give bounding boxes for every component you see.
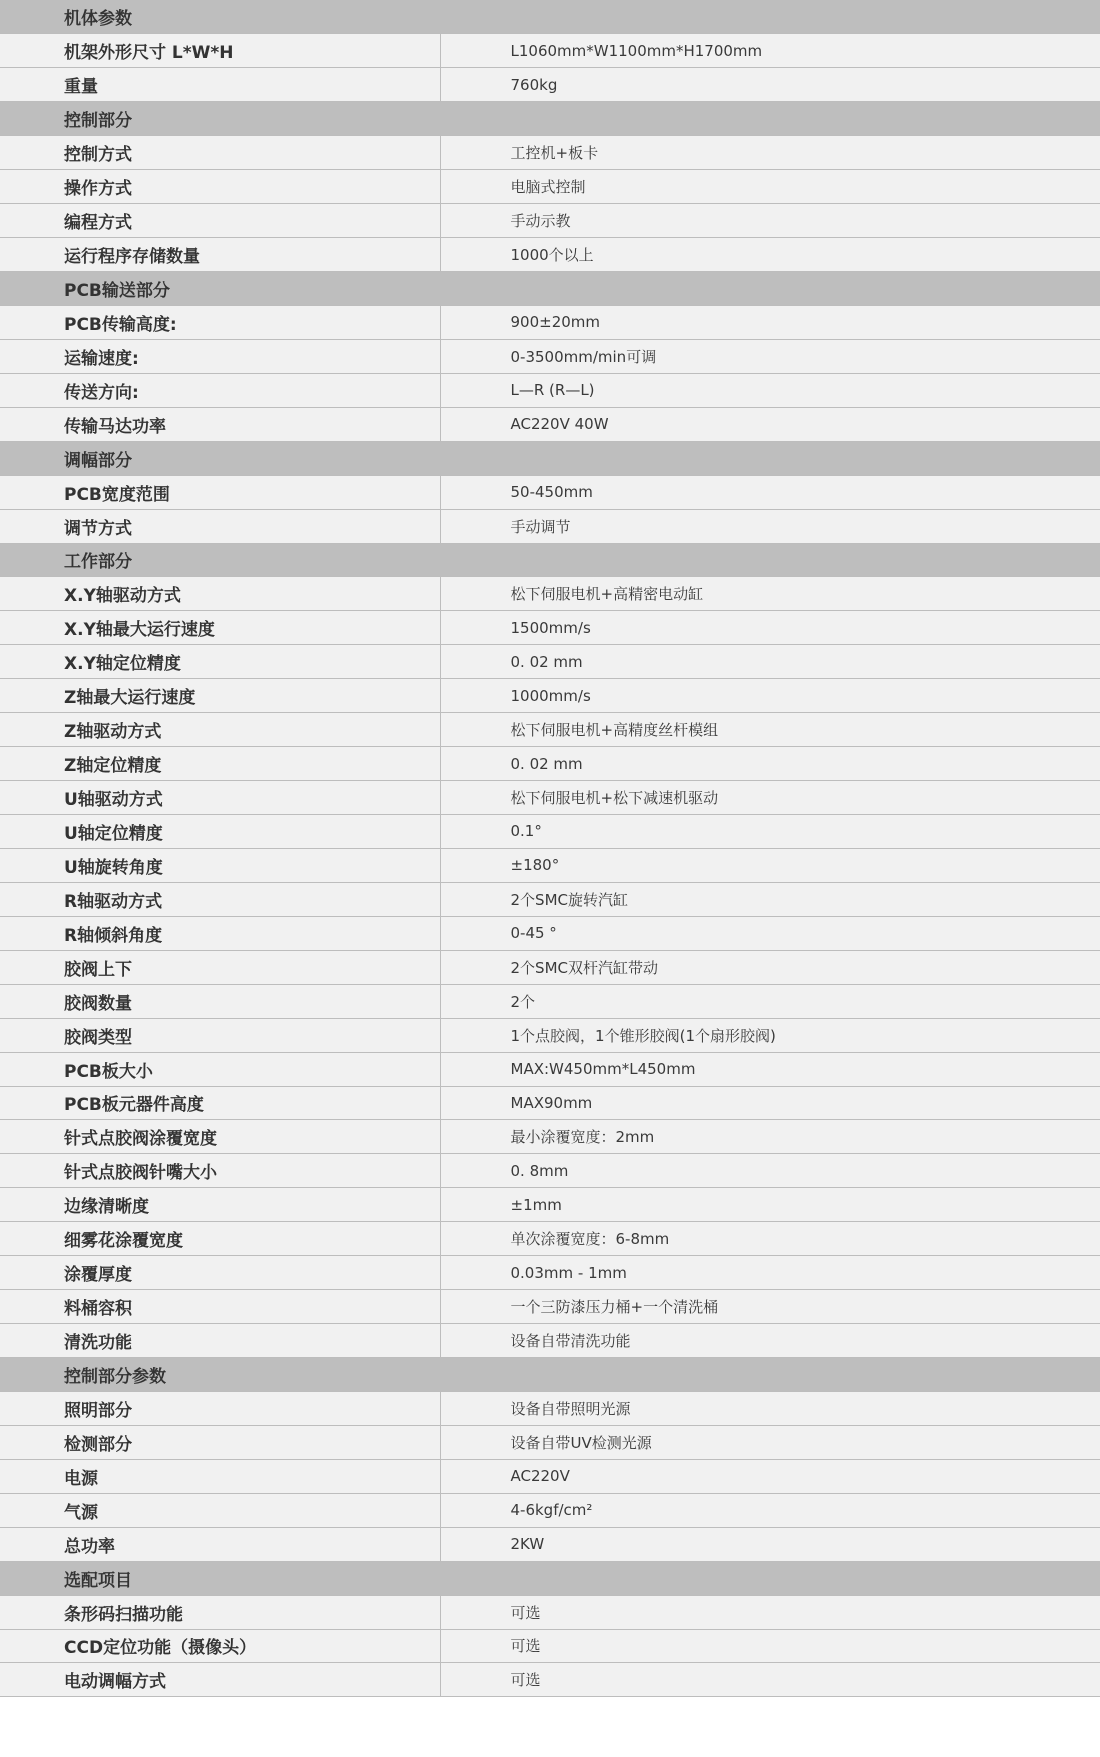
spec-label: 运行程序存储数量	[0, 238, 440, 272]
spec-label: U轴旋转角度	[0, 848, 440, 882]
spec-row	[0, 1629, 1100, 1663]
spec-value: MAX90mm	[440, 1086, 1100, 1120]
spec-value: 0-3500mm/min可调	[440, 339, 1100, 373]
spec-value: L1060mm*W1100mm*H1700mm	[440, 34, 1100, 68]
spec-value: 2个SMC双杆汽缸带动	[440, 950, 1100, 984]
section-header-row	[0, 1561, 1100, 1595]
spec-row	[0, 1188, 1100, 1222]
spec-label: 胶阀数量	[0, 984, 440, 1018]
spec-label: 调节方式	[0, 509, 440, 543]
spec-label: 传输马达功率	[0, 407, 440, 441]
section-title: 控制部分	[0, 102, 1100, 136]
spec-value: 1500mm/s	[440, 611, 1100, 645]
spec-value: 0. 02 mm	[440, 645, 1100, 679]
spec-label: 胶阀类型	[0, 1018, 440, 1052]
spec-row	[0, 916, 1100, 950]
spec-value: 设备自带照明光源	[440, 1391, 1100, 1425]
section-header-row	[0, 272, 1100, 306]
spec-label: 电源	[0, 1459, 440, 1493]
spec-value: 设备自带清洗功能	[440, 1324, 1100, 1358]
section-title: 控制部分参数	[0, 1358, 1100, 1392]
spec-value: 松下伺服电机+高精度丝杆模组	[440, 713, 1100, 747]
spec-row	[0, 815, 1100, 849]
spec-row	[0, 1425, 1100, 1459]
spec-label: R轴倾斜角度	[0, 916, 440, 950]
spec-value: 可选	[440, 1629, 1100, 1663]
spec-row	[0, 1120, 1100, 1154]
spec-row	[0, 475, 1100, 509]
spec-value: 可选	[440, 1595, 1100, 1629]
spec-value: 1000个以上	[440, 238, 1100, 272]
spec-label: R轴驱动方式	[0, 882, 440, 916]
spec-value: 设备自带UV检测光源	[440, 1425, 1100, 1459]
spec-value: 0.1°	[440, 815, 1100, 849]
spec-label: 机架外形尺寸 L*W*H	[0, 34, 440, 68]
spec-row	[0, 509, 1100, 543]
spec-label: Z轴定位精度	[0, 747, 440, 781]
spec-label: U轴驱动方式	[0, 781, 440, 815]
spec-label: CCD定位功能（摄像头）	[0, 1629, 440, 1663]
spec-row	[0, 882, 1100, 916]
spec-row	[0, 1663, 1100, 1697]
spec-label: 细雾花涂覆宽度	[0, 1222, 440, 1256]
spec-label: PCB板元器件高度	[0, 1086, 440, 1120]
spec-label: Z轴最大运行速度	[0, 679, 440, 713]
spec-label: 操作方式	[0, 170, 440, 204]
spec-value: 50-450mm	[440, 475, 1100, 509]
spec-value: 一个三防漆压力桶+一个清洗桶	[440, 1290, 1100, 1324]
spec-label: 清洗功能	[0, 1324, 440, 1358]
section-header-row	[0, 441, 1100, 475]
spec-row	[0, 1052, 1100, 1086]
spec-row	[0, 204, 1100, 238]
spec-label: 针式点胶阀涂覆宽度	[0, 1120, 440, 1154]
spec-row	[0, 645, 1100, 679]
section-header-row	[0, 102, 1100, 136]
spec-label: X.Y轴最大运行速度	[0, 611, 440, 645]
spec-label: 重量	[0, 68, 440, 102]
spec-label: 传送方向:	[0, 373, 440, 407]
spec-label: 运输速度:	[0, 339, 440, 373]
spec-row	[0, 1086, 1100, 1120]
section-title: 调幅部分	[0, 441, 1100, 475]
spec-row	[0, 407, 1100, 441]
spec-value: ±180°	[440, 848, 1100, 882]
spec-label: X.Y轴定位精度	[0, 645, 440, 679]
spec-value: 2个SMC旋转汽缸	[440, 882, 1100, 916]
spec-label: 针式点胶阀针嘴大小	[0, 1154, 440, 1188]
spec-value: 可选	[440, 1663, 1100, 1697]
spec-value: L—R (R—L)	[440, 373, 1100, 407]
spec-label: 检测部分	[0, 1425, 440, 1459]
spec-label: 边缘清晰度	[0, 1188, 440, 1222]
spec-label: 涂覆厚度	[0, 1256, 440, 1290]
spec-value: 松下伺服电机+松下减速机驱动	[440, 781, 1100, 815]
spec-label: 胶阀上下	[0, 950, 440, 984]
spec-row	[0, 747, 1100, 781]
spec-row	[0, 1527, 1100, 1561]
spec-value: ±1mm	[440, 1188, 1100, 1222]
spec-row	[0, 339, 1100, 373]
spec-value: 工控机+板卡	[440, 136, 1100, 170]
spec-row	[0, 170, 1100, 204]
section-header-row	[0, 0, 1100, 34]
spec-value: 4-6kgf/cm²	[440, 1493, 1100, 1527]
spec-row	[0, 781, 1100, 815]
spec-value: MAX:W450mm*L450mm	[440, 1052, 1100, 1086]
section-header-row	[0, 543, 1100, 577]
spec-value: AC220V 40W	[440, 407, 1100, 441]
spec-value: 0. 02 mm	[440, 747, 1100, 781]
section-header-row	[0, 1358, 1100, 1392]
spec-value: 0.03mm - 1mm	[440, 1256, 1100, 1290]
spec-row	[0, 1256, 1100, 1290]
spec-row	[0, 1222, 1100, 1256]
spec-value: 1000mm/s	[440, 679, 1100, 713]
spec-label: PCB板大小	[0, 1052, 440, 1086]
spec-row	[0, 136, 1100, 170]
spec-row	[0, 1154, 1100, 1188]
spec-row	[0, 611, 1100, 645]
spec-row	[0, 679, 1100, 713]
section-title: 工作部分	[0, 543, 1100, 577]
spec-row	[0, 34, 1100, 68]
spec-value: 760kg	[440, 68, 1100, 102]
spec-label: U轴定位精度	[0, 815, 440, 849]
spec-label: PCB传输高度:	[0, 305, 440, 339]
spec-label: 总功率	[0, 1527, 440, 1561]
spec-value: 单次涂覆宽度：6-8mm	[440, 1222, 1100, 1256]
spec-value: 松下伺服电机+高精密电动缸	[440, 577, 1100, 611]
spec-row	[0, 1324, 1100, 1358]
spec-row	[0, 1459, 1100, 1493]
spec-label: 气源	[0, 1493, 440, 1527]
spec-row	[0, 1595, 1100, 1629]
spec-row	[0, 1493, 1100, 1527]
spec-value: 最小涂覆宽度：2mm	[440, 1120, 1100, 1154]
spec-value: 1个点胶阀，1个锥形胶阀(1个扇形胶阀)	[440, 1018, 1100, 1052]
spec-row	[0, 1391, 1100, 1425]
spec-label: 料桶容积	[0, 1290, 440, 1324]
spec-row	[0, 577, 1100, 611]
spec-label: X.Y轴驱动方式	[0, 577, 440, 611]
spec-row	[0, 713, 1100, 747]
spec-value: 手动示教	[440, 204, 1100, 238]
spec-value: 2KW	[440, 1527, 1100, 1561]
spec-label: 编程方式	[0, 204, 440, 238]
spec-value: 2个	[440, 984, 1100, 1018]
section-title: 机体参数	[0, 0, 1100, 34]
spec-label: 控制方式	[0, 136, 440, 170]
spec-row	[0, 984, 1100, 1018]
spec-row	[0, 848, 1100, 882]
spec-row	[0, 68, 1100, 102]
spec-label: PCB宽度范围	[0, 475, 440, 509]
spec-label: 条形码扫描功能	[0, 1595, 440, 1629]
spec-label: 照明部分	[0, 1391, 440, 1425]
spec-label: 电动调幅方式	[0, 1663, 440, 1697]
spec-label: Z轴驱动方式	[0, 713, 440, 747]
spec-row	[0, 1290, 1100, 1324]
spec-row	[0, 950, 1100, 984]
spec-row	[0, 238, 1100, 272]
spec-value: AC220V	[440, 1459, 1100, 1493]
spec-value: 0. 8mm	[440, 1154, 1100, 1188]
spec-value: 电脑式控制	[440, 170, 1100, 204]
spec-row	[0, 373, 1100, 407]
spec-value: 900±20mm	[440, 305, 1100, 339]
spec-row	[0, 1018, 1100, 1052]
spec-value: 0-45 °	[440, 916, 1100, 950]
section-title: 选配项目	[0, 1561, 1100, 1595]
section-title: PCB输送部分	[0, 272, 1100, 306]
spec-row	[0, 305, 1100, 339]
spec-value: 手动调节	[440, 509, 1100, 543]
